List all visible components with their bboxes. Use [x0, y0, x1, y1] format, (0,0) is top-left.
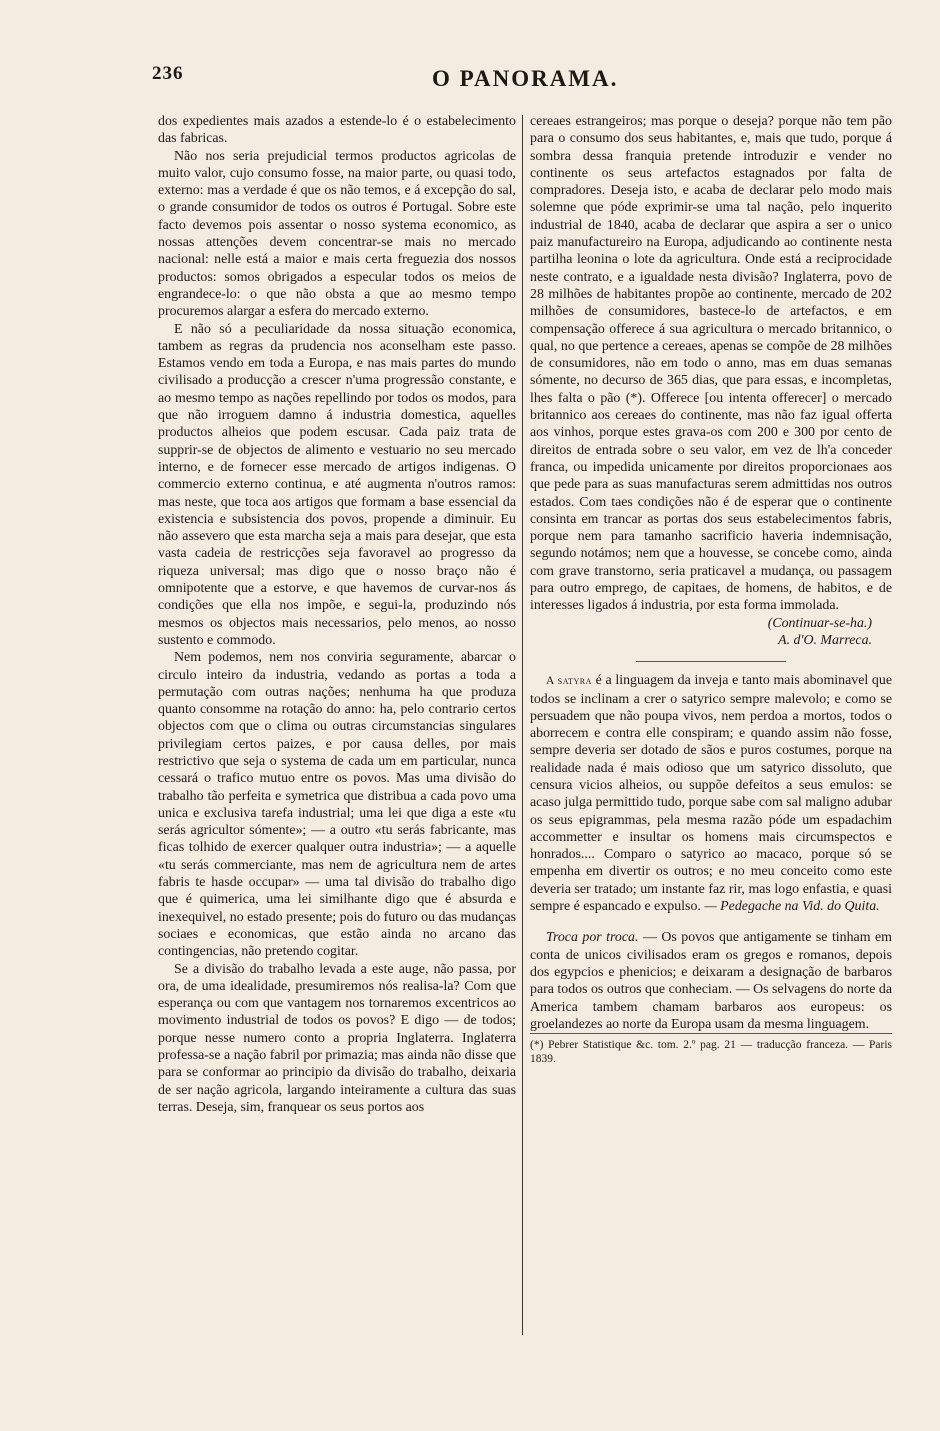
satyra-article	[530, 672, 892, 915]
paragraph: Não nos seria prejudicial termos productos agricolas de muito valor, cujo consumo fosse, na maior parte, ou quasi todo, externo: mas a verdade é que os não temos, e á excepção do sal, o grande consumidor de todos os outros é Portugal. Sobre este facto devemos pois assentar o nosso systema economico, as nossas attenções devem concentrar-se mais no mercado nacional: nelle está a maior e mais certa freguezia dos nossos productos: somos obrigados a especular todos os meios de engrandece-lo: o que não obsta a que ao mesmo tempo procuremos alargar a esfera do mercado externo.	[158, 148, 516, 320]
paragraph: cereaes estrangeiros; mas porque o deseja? porque não tem pão para o consumo dos seus habitantes, e, mais que tudo, porque á sombra dessa franquia pretende introduzir e vender no continente os seus artefactos estagnados por falta de compradores. Deseja isto, e acaba de declarar pelo modo mais solemne que póde exprimir-se uma tal nação, pelo inquerito industrial de 1840, acaba de declarar que aspira a ser o unico paiz manufactureiro na Europa, adjudicando ao continente nesta partilha leonina o lote da agricultura. Onde está a reciprocidade neste contrato, e a igualdade nesta divisão? Inglaterra, povo de 28 milhões de habitantes propõe ao continente, mercado de 202 milhões de consumidores, bastece-lo de artefactos, e em compensação offerece á sua agricultura o mercado britannico, o qual, no que pertence a cereaes, apenas se compõe de 28 milhões de consumidores, não em todo o anno, mas em duas semanas sómente, no decurso de 365 dias, que para essas, e incompletas, lhes falta o pão (*). Offerece [ou intenta offerecer] o mercado britannico aos cereaes do continente, mas não faz igual offerta aos vinhos, porque estes grava-os com 200 e 300 por cento de direitos de entrada sobre o seu valor, em vez de lh'a conceder franca, ou impedida unicamente por direitos proporcionaes aos que pede para as suas manufacturas serem admittidas nos outros estados. Com taes condições não é de esperar que o continente consinta em trancar as portas dos seus estabelecimentos fabris, porque nem para tamanho sacrificio haveria indemnisação, segundo notámos; nem que a houvesse, se concebe como, ainda com grave transtorno, seria praticavel a mudança, ou passagem para outro emprego, de capitaes, de homens, de habitos, e de interesses ligados á industria, por esta forma immolada.	[530, 114, 892, 614]
paragraph: Se a divisão do trabalho levada a este auge, não passa, por ora, de uma idealidade, presumiremos nós realisa-la? Com que esperança ou com que vantagem nos tornaremos excentricos ao movimento industrial de todos os povos? E digo — de todos; porque nesse numero conto a propria Inglaterra. Inglaterra professa-se a nação fabril por primazia; mas ainda não disse que para se conformar ao principio da divisão do trabalho, deixaria de ser nação agricola, largando inteiramente a cultura das suas terras. Deseja, sim, franquear os seus portos aos	[158, 961, 516, 1115]
left-column	[158, 113, 516, 1116]
paragraph: Nem podemos, nem nos conviria seguramente, abarcar o circulo inteiro da industria, vedando as portas a toda a permutação com outras nações; nenhuma ha que produza quanto consomme na rotação do anno: ha, pelo contrario certos objectos com que o clima ou outras circumstancias singulares privilegiam certos paizes, e por causa delles, por mais restrictivo que seja o systema de cada um em particular, nunca cessará o trafico mutuo entre os povos. Mas uma divisão do trabalho tão perfeita e symetrica que distribua a cada povo uma unica e exclusiva tarefa industrial; uma lei que diga a este «tu serás agricultor sómente»; — a outro «tu serás fabricante, mas ficas tolhido de exercer qualquer outra industria»; — a aquelle «tu serás commerciante, mas nem de agricultura nem de artes fabris te hasde occupar» — uma tal divisão do trabalho digo que é quimerica, uma lei similhante digo que é absurda e inexequivel, no estado presente; pois do futuro ou das mudanças sociaes e economicas, que estão ainda no arcano das contingencias, não pretendo cogitar.	[158, 650, 516, 960]
section-divider	[636, 661, 786, 662]
troca-lead: Troca por troca.	[546, 930, 639, 946]
right-column	[530, 113, 892, 1066]
spacer	[530, 915, 892, 929]
troca-article	[530, 929, 892, 1033]
column-divider	[522, 115, 523, 1335]
satyra-lead: A satyra	[546, 675, 592, 688]
satyra-text: é a linguagem da inveja e tanto mais abominavel que todos se inclinam a crer o satyrico sempre malevolo; e como se persuadem que não poupa vivos, nem perdoa a mortos, todos o aborrecem e contra elle conspiram; e quando assim não fosse, sempre deveria ser dotado de sãos e puros costumes, porque na realidade nada é mais odioso que um satyrico dissoluto, que censura vicios alheios, ou suppõe defeitos a seus emulos: se acaso julga permittido tudo, porque sabe com sal maligno adubar os seus epigrammas, pela mesma razão póde um espadachim accommetter e insultar os homens mais circumspectos e honrados.... Comparo o satyrico ao macaco, porque só se empenha em divertir os outros; e no meu conceito como este deveria ser tratado; um instante faz rir, mas logo enfastia, e quasi sempre é espancado e expulso.	[530, 673, 892, 915]
page-number: 236	[152, 63, 184, 84]
paragraph: E não só a peculiaridade da nossa situação economica, tambem as regras da prudencia nos aconselham este passo. Estamos vendo em toda a Europa, e nas mais partes do mundo civilisado a producção a crescer n'uma progressão constante, e ao mesmo tempo as nações repellindo por todos os modos, para que não irroguem damno á industria domestica, aquelles productos alheios que podem escusar. Cada paiz trata de supprir-se de objectos de alimento e vestuario no seu mercado interno, e de fornecer esse mercado de artigos indigenas. O commercio externo continua, e até augmenta n'outros ramos: mas neste, que toca aos artigos que formam a base essencial da existencia e subsistencia dos povos, propende a diminuir. Eu não assevero que esta marcha seja a mais para desejar, que esta vasta cadeia de restricções seja favoravel ao progresso da riqueza universal; mas digo que o nosso braço não é omnipotente que a estorve, e que havemos de curvar-nos ás condições que ella nos impõe, e segui-la, produzindo nós mesmos os objectos mais necessarios, pelo menos, ao nosso sustento e commodo.	[158, 321, 516, 648]
continuation-note: (Continuar-se-ha.)	[767, 615, 872, 631]
masthead-title: O PANORAMA.	[432, 66, 619, 91]
footnote: (*) Pebrer Statistique &c. tom. 2.º pag. 21 — traducção franceza. — Paris 1839.	[530, 1033, 892, 1066]
paragraph: dos expedientes mais azados a estende-lo é o estabelecimento das fabricas.	[158, 114, 516, 147]
troca-text: — Os povos que antigamente se tinham em conta de unicos civilisados eram os gregos e romanos, depois dos egypcios e phenicios; e deixaram a designação de barbaros para todos os outros que conheciam. — Os selvagens do norte da America tambem chamam barbaros aos europeus: os groelandezes ao norte da Europa usam da mesma linguagem.	[530, 930, 892, 1032]
author-signature: A. d'O. Marreca.	[778, 632, 872, 648]
satyra-source: — Pedegache na Vid. do Quita.	[704, 899, 880, 915]
